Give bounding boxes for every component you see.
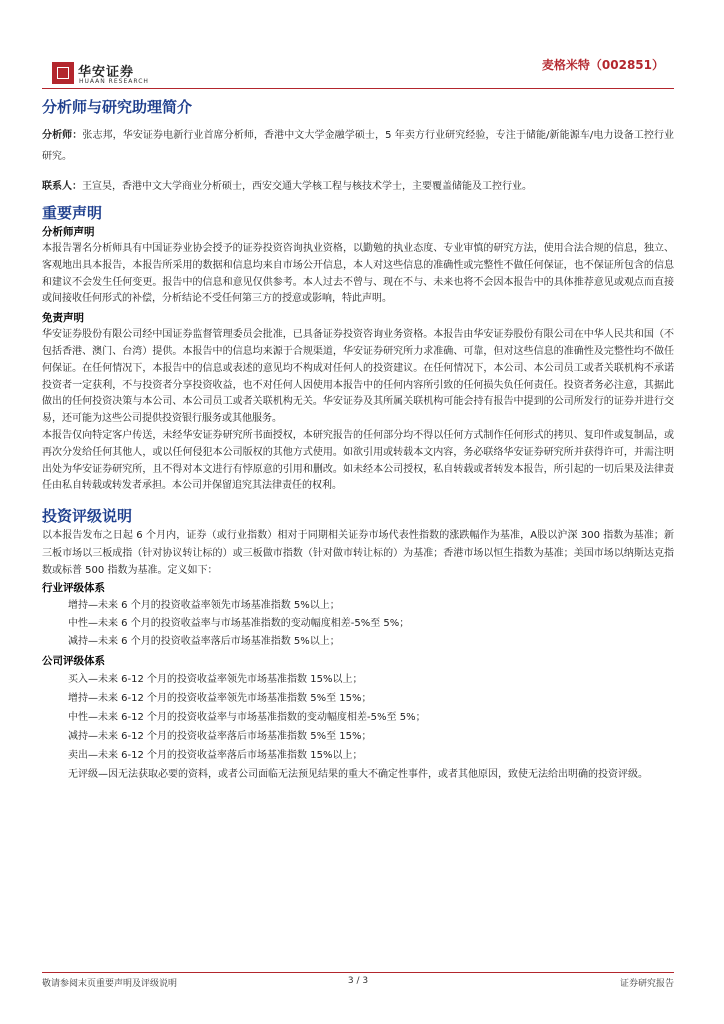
footer-label: 证券研究报告 [619,979,674,989]
important-section-title: 重要声明 [42,204,103,222]
logo-icon [52,62,74,84]
rating-intro: 以本报告发布之日起 6 个月内，证券（或行业指数）相对于同期相关证券市场代表性指数的涨跌幅作为基准，A股以沪深 300 指数为基准；新三板市场以三板成指（针对协议转让标的）或三板做市指数（针对做市转让标的）为基准；香港市场以恒生指数为基准；美国市场以纳斯达克指数或标普 500 指数为基准。定义如下： [42,530,674,577]
analyst-section-title: 分析师与研究助理简介 [42,98,193,116]
company-rating-item: 中性—未来 6-12 个月的投资收益率与市场基准指数的变动幅度相差-5%至 5%； [68,711,426,723]
company-rating-title: 公司评级体系 [42,654,105,667]
disclaimer-title: 免责声明 [42,312,84,325]
industry-rating-item: 减持—未来 6 个月的投资收益率落后市场基准指数 5%以上； [68,635,340,647]
contact-paragraph [42,176,674,197]
company-rating-item: 减持—未来 6-12 个月的投资收益率落后市场基准指数 5%至 15%； [68,730,372,742]
header-divider [42,88,674,89]
no-rating-item: 无评级—因无法获取必要的资料，或者公司面临无法预见结果的重大不确定性事件，或者其他原因，致使无法给出明确的投资评级。 [68,768,648,780]
company-rating-item: 买入—未来 6-12 个月的投资收益率领先市场基准指数 15%以上； [68,673,363,685]
analyst-text: 张志邦，华安证券电新行业首席分析师，香港中文大学金融学硕士，5 年卖方行业研究经验，专注于储能/新能源车/电力设备工控行业研究。 [42,130,675,162]
rating-section-title: 投资评级说明 [42,507,133,526]
report-content [42,96,674,784]
analyst-label: 分析师： [42,130,83,141]
industry-rating-item: 中性—未来 6 个月的投资收益率与市场基准指数的变动幅度相差-5%至 5%； [68,617,410,629]
statement-text: 本报告署名分析师具有中国证券业协会授予的证券投资咨询执业资格，以勤勉的执业态度、专业审慎的研究方法，使用合法合规的信息，独立、客观地出具本报告，本报告所采用的数据和信息均来自市场公开信息，本人对这些信息的准确性或完整性不做任何保证，也不保证所包含的信息和建议不会发生任何变更。报告中的信息和意见仅供参考。本人过去不曾与、现在不与、未来也将不会因本报告中的具体推荐意见或观点而直接或间接收任何形式的补偿，分析结论不受任何第三方的授意或影响，特此声明。 [42,243,674,305]
analyst-paragraph [42,125,674,167]
footer-note: 敬请参阅末页重要声明及评级说明 [42,979,178,989]
contact-label: 联系人： [42,181,82,192]
page-number: 3 / 3 [347,976,369,986]
footer-divider [42,972,674,973]
statement-title: 分析师声明 [42,226,95,238]
company-rating-item: 卖出—未来 6-12 个月的投资收益率落后市场基准指数 15%以上； [68,749,363,761]
industry-rating-title: 行业评级体系 [42,581,105,594]
disclaimer-text-1: 华安证券股份有限公司经中国证券监督管理委员会批准，已具备证券投资咨询业务资格。本报告由华安证券股份有限公司在中华人民共和国（不包括香港、澳门、台湾）提供。本报告中的信息均来源于合规渠道，华安证券研究所力求准确、可靠，但对这些信息的准确性及完整性均不做任何保证。在任何情况下，本报告中的信息或表述的意见均不构成对任何人的投资建议。在任何情况下，本公司、本公司员工或者关联机构不承诺投资者一定获利，不与投资者分享投资收益，也不对任何人因使用本报告中的任何内容所引致的任何损失负任何责任。投资者务必注意，其据此做出的任何投资决策与本公司、本公司员工或者关联机构无关。华安证券及其所属关联机构可能会持有报告中提到的公司所发行的证券并进行交易，还可能为这些公司提供投资银行服务或其他服务。 [42,329,674,425]
logo-text: 华安证券 [78,65,135,80]
logo-subtext: HUAAN RESEARCH [79,78,149,85]
industry-rating-item: 增持—未来 6 个月的投资收益率领先市场基准指数 5%以上； [68,599,340,611]
stock-name: 麦格米特（002851） [541,58,664,72]
contact-text: 王宣昊，香港中文大学商业分析硕士，西安交通大学核工程与核技术学士，主要覆盖储能及工控行业。 [82,181,532,192]
disclaimer-text-2: 本报告仅向特定客户传送，未经华安证券研究所书面授权，本研究报告的任何部分均不得以任何方式制作任何形式的拷贝、复印件或复制品，或再次分发给任何其他人，或以任何侵犯本公司版权的其他方式使用。如欲引用或转载本文内容，务必联络华安证券研究所并获得许可，并需注明出处为华安证券研究所，且不得对本文进行有悖原意的引用和删改。如未经本公司授权，私自转载或者转发本报告，所引起的一切后果及法律责任由私自转载或转发者承担。本公司并保留追究其法律责任的权利。 [42,429,674,492]
company-rating-item: 增持—未来 6-12 个月的投资收益率领先市场基准指数 5%至 15%； [68,692,372,704]
page-header [42,50,674,88]
